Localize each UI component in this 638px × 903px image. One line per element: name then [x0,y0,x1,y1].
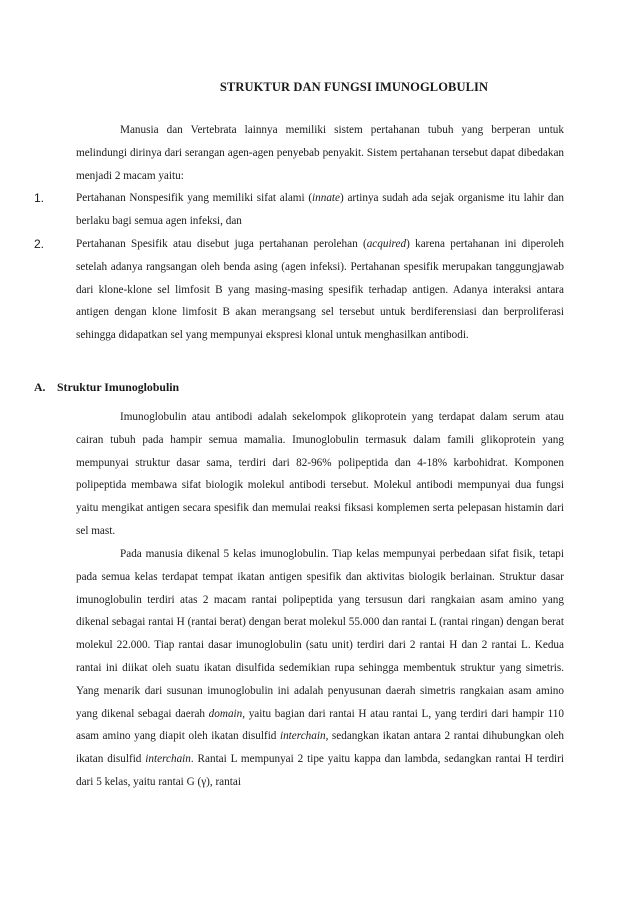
list-text-part: ) karena pertahanan ini diperoleh setelah adanya rangsangan oleh benda asing (agen infeksi). Pertahanan spesifik merupakan tanggungjawab dari klone-klone sel limfosit B yang masing-masing spesifik terhadap antigen. Adanya interaksi antara antigen dengan klone limfosit B akan merangsang sel tersebut untuk berdiferensiasi dan berproliferasi sehingga didapatkan sel yang mempunyai ekspresi klonal untuk menghasilkan antibodi. [76,238,564,342]
list-item-2 [34,233,564,347]
section-letter: A. [34,380,46,394]
list-italic-term: acquired [366,238,407,250]
paragraph-text-part: , sedangkan ikatan antara 2 rantai dihubungkan oleh ikatan disulfid [76,730,564,766]
list-item-1 [34,187,564,233]
list-text-part: ) artinya sudah ada sejak organisme itu lahir dan berlaku bagi semua agen infeksi, dan [76,192,565,227]
list-italic-term: innate [312,192,341,204]
list-number: 1. [34,191,45,205]
list-item-text [76,187,564,233]
section-heading [34,376,179,398]
intro-paragraph: Manusia dan Vertebrata lainnya memiliki sistem pertahanan tubuh yang berperan untuk melindungi dirinya dari serangan agen-agen penyebab penyakit. Sistem pertahanan tersebut dapat dibedakan menjadi 2 macam yaitu: [76,124,564,182]
italic-term: interchain [145,753,191,766]
section-title: Struktur Imunoglobulin [57,380,180,394]
paragraph-text-part: . Rantai L mempunyai 2 tipe yaitu kappa dan lambda, sedangkan rantai H terdiri dari 5 kelas, yaitu rantai G (γ), rantai [76,753,564,788]
section-a-paragraph-1: Imunoglobulin atau antibodi adalah sekelompok glikoprotein yang terdapat dalam serum atau cairan tubuh pada hampir semua mamalia. Imunoglobulin termasuk dalam famili glikoprotein yang mempunyai struktur dasar sama, terdiri dari 82-96% polipeptida dan 4-18% karbohidrat. Komponen polipeptida membawa sifat biologik molekul antibodi tersebut. Molekul antibodi mempunyai dua fungsi yaitu mengikat antigen secara spesifik dan memulai reaksi fiksasi komplemen serta pelepasan histamin dari sel mast. [76,411,564,537]
list-item-text [76,233,564,347]
document-title: STRUKTUR DAN FUNGSI IMUNOGLOBULIN [219,80,489,94]
italic-term: domain [208,707,243,720]
list-text-part: Pertahanan Spesifik atau disebut juga pertahanan perolehan ( [76,238,367,250]
paragraph-text-part: , yaitu bagian dari rantai H atau rantai L, yang terdiri dari hampir 110 asam amino yang diapit oleh ikatan disulfid [76,707,564,743]
section-a-paragraph-2 [76,543,564,794]
italic-term: interchain [279,730,326,743]
list-number: 2. [34,237,45,251]
list-text-part: Pertahanan Nonspesifik yang memiliki sifat alami ( [76,192,313,204]
paragraph-text-part: Pada manusia dikenal 5 kelas imunoglobulin. Tiap kelas mempunyai perbedaan sifat fisik, tetapi pada semua kelas terdapat tempat ikatan antigen spesifik dan aktivitas biologik berlainan. Struktur dasar imunoglobulin terdiri atas 2 macam rantai polipeptida yang tersusun dari rangkaian asam amino yang dikenal sebagai rantai H (rantai berat) dengan berat molekul 55.000 dan rantai L (rantai ringan) dengan berat molekul 22.000. Tiap rantai dasar imunoglobulin (satu unit) terdiri dari 2 rantai H dan 2 rantai L. Kedua rantai ini diikat oleh suatu ikatan disulfida sedemikian rupa sehingga membentuk struktur yang simetris. Yang menarik dari susunan imunoglobulin ini adalah penyusunan daerah simetris rangkaian asam amino yang dikenal sebagai daerah [76,548,564,720]
